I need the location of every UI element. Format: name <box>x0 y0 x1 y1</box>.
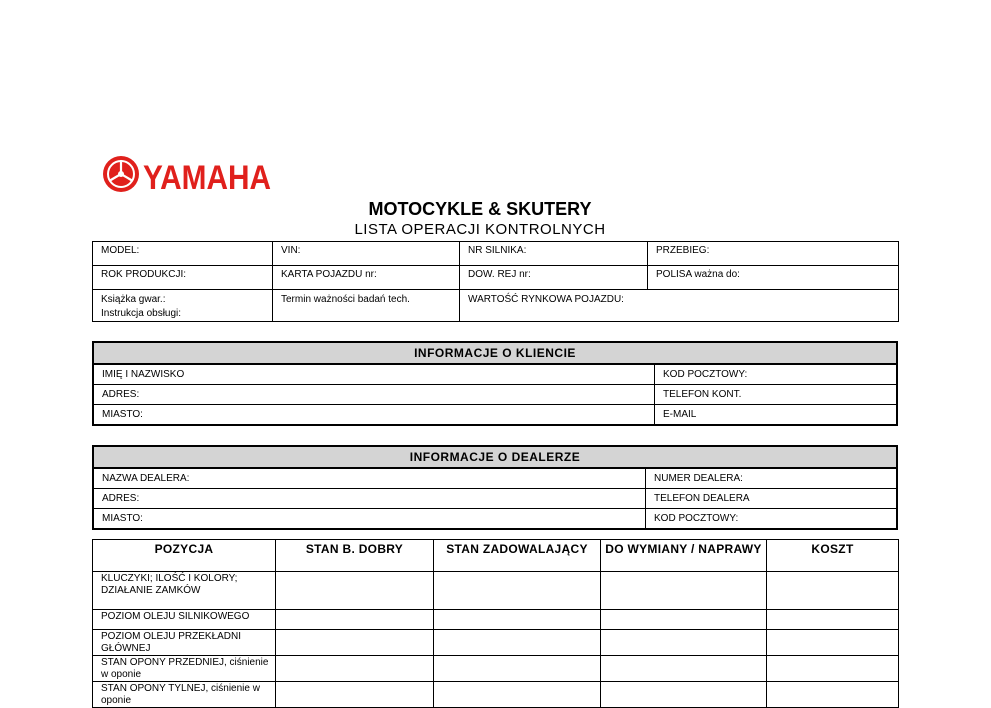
dealer-row <box>94 469 896 489</box>
policy-field[interactable]: POLISA ważna do: <box>648 266 899 290</box>
table-row <box>93 656 899 682</box>
client-info-header: INFORMACJE O KLIENCIE <box>94 343 896 365</box>
column-header-cost: KOSZT <box>767 540 899 572</box>
column-header-item: POZYCJA <box>93 540 276 572</box>
engine-number-field[interactable]: NR SILNIKA: <box>460 242 648 266</box>
client-row <box>94 405 896 424</box>
checklist-header-row <box>93 540 899 572</box>
satisfactory-cell[interactable] <box>434 656 601 682</box>
dealer-row <box>94 489 896 509</box>
item-label: POZIOM OLEJU PRZEKŁADNI GŁÓWNEJ <box>93 630 276 656</box>
dealer-info-section <box>92 445 898 530</box>
table-row <box>93 610 899 630</box>
very-good-cell[interactable] <box>276 630 434 656</box>
very-good-cell[interactable] <box>276 656 434 682</box>
vehicle-info-table <box>92 241 899 322</box>
item-label: POZIOM OLEJU SILNIKOWEGO <box>93 610 276 630</box>
mileage-field[interactable]: PRZEBIEG: <box>648 242 899 266</box>
warranty-book-label: Książka gwar.: <box>101 294 166 305</box>
table-row <box>93 682 899 708</box>
cost-cell[interactable] <box>767 572 899 610</box>
replace-cell[interactable] <box>601 610 767 630</box>
client-phone-field[interactable]: TELEFON KONT. <box>663 389 742 400</box>
very-good-cell[interactable] <box>276 682 434 708</box>
satisfactory-cell[interactable] <box>434 572 601 610</box>
dealer-row <box>94 509 896 528</box>
registration-field[interactable]: DOW. REJ nr: <box>460 266 648 290</box>
manual-label: Instrukcja obsługi: <box>101 308 182 319</box>
dealer-postcode-field[interactable]: KOD POCZTOWY: <box>654 513 739 524</box>
client-row <box>94 365 896 385</box>
cost-cell[interactable] <box>767 682 899 708</box>
cost-cell[interactable] <box>767 630 899 656</box>
table-row <box>93 630 899 656</box>
client-city-field[interactable]: MIASTO: <box>94 405 655 424</box>
yamaha-logo <box>102 152 277 198</box>
dealer-phone-field[interactable]: TELEFON DEALERA <box>654 493 750 504</box>
dealer-number-field[interactable]: NUMER DEALERA: <box>654 473 743 484</box>
dealer-address-field[interactable]: ADRES: <box>94 489 646 508</box>
tuning-fork-emblem-icon <box>103 156 139 192</box>
client-email-field[interactable]: E-MAIL <box>663 409 697 420</box>
item-label: KLUCZYKI; ILOŚĆ I KOLORY; DZIAŁANIE ZAMKÓW <box>93 572 276 610</box>
client-address-field[interactable]: ADRES: <box>94 385 655 404</box>
dealer-city-field[interactable]: MIASTO: <box>94 509 646 528</box>
replace-cell[interactable] <box>601 656 767 682</box>
item-label: STAN OPONY TYLNEJ, ciśnienie w oponie <box>93 682 276 708</box>
client-row <box>94 385 896 405</box>
warranty-manual-field[interactable] <box>93 290 273 322</box>
document-title: MOTOCYKLE & SKUTERY <box>368 199 592 219</box>
svg-text:YAMAHA: YAMAHA <box>143 159 271 197</box>
replace-cell[interactable] <box>601 572 767 610</box>
client-postcode-field[interactable]: KOD POCZTOWY: <box>663 369 748 380</box>
cost-cell[interactable] <box>767 656 899 682</box>
client-info-section <box>92 341 898 426</box>
document-subtitle: LISTA OPERACJI KONTROLNYCH <box>354 221 606 238</box>
table-row <box>93 572 899 610</box>
satisfactory-cell[interactable] <box>434 630 601 656</box>
column-header-satisfactory: STAN ZADOWALAJĄCY <box>434 540 601 572</box>
column-header-very-good: STAN B. DOBRY <box>276 540 434 572</box>
client-name-field[interactable]: IMIĘ I NAZWISKO <box>94 365 655 384</box>
replace-cell[interactable] <box>601 630 767 656</box>
vehicle-card-field[interactable]: KARTA POJAZDU nr: <box>273 266 460 290</box>
item-label: STAN OPONY PRZEDNIEJ, ciśnienie w oponie <box>93 656 276 682</box>
satisfactory-cell[interactable] <box>434 610 601 630</box>
dealer-name-field[interactable]: NAZWA DEALERA: <box>94 469 646 488</box>
inspection-date-field[interactable]: Termin ważności badań tech. <box>273 290 460 322</box>
replace-cell[interactable] <box>601 682 767 708</box>
production-year-field[interactable]: ROK PRODUKCJI: <box>93 266 273 290</box>
dealer-info-header: INFORMACJE O DEALERZE <box>94 447 896 469</box>
model-field[interactable]: MODEL: <box>93 242 273 266</box>
satisfactory-cell[interactable] <box>434 682 601 708</box>
cost-cell[interactable] <box>767 610 899 630</box>
very-good-cell[interactable] <box>276 610 434 630</box>
vin-field[interactable]: VIN: <box>273 242 460 266</box>
market-value-field[interactable]: WARTOŚĆ RYNKOWA POJAZDU: <box>460 290 899 322</box>
very-good-cell[interactable] <box>276 572 434 610</box>
column-header-replace-repair: DO WYMIANY / NAPRAWY <box>601 540 767 572</box>
inspection-checklist-table <box>92 539 899 708</box>
